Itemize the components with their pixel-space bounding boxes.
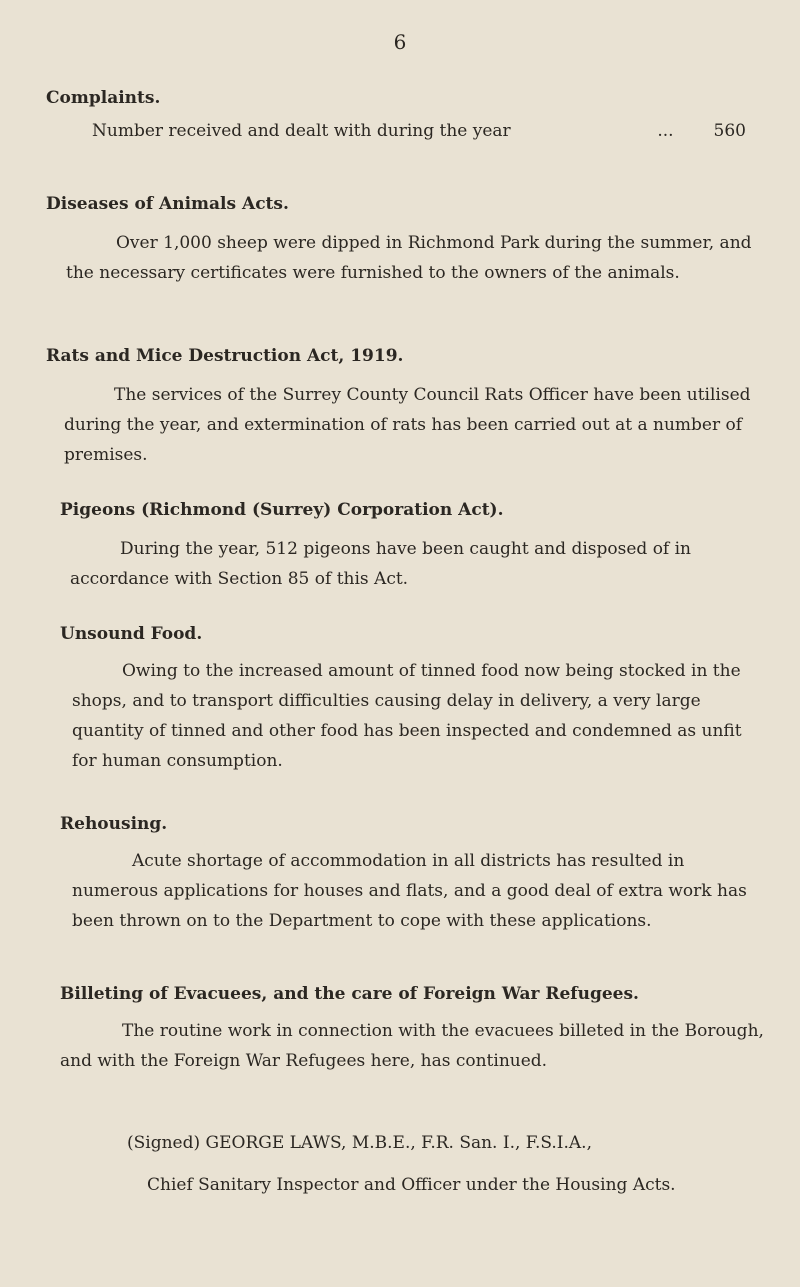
section-heading: Unsound Food. (60, 624, 203, 644)
section-unsound-food (60, 624, 760, 776)
section-heading: Complaints. (46, 88, 161, 108)
section-heading: Billeting of Evacuees, and the care of Foreign War Refugees. (60, 984, 639, 1004)
section-complaints (46, 88, 746, 146)
page-number: 6 (393, 30, 407, 54)
section-billeting (60, 984, 766, 1076)
complaints-row (46, 116, 746, 146)
signature-title-line: Chief Sanitary Inspector and Officer under the Housing Acts. (147, 1175, 676, 1195)
section-rats-and-mice (46, 346, 760, 470)
section-heading: Rehousing. (60, 814, 168, 834)
complaints-row-label: Number received and dealt with during the year (92, 121, 511, 141)
complaints-count: 560 (713, 121, 746, 141)
section-paragraph: The services of the Surrey County Council Rats Officer have been utilised during the year, and extermination of rats has been carried out at a number of premises. (64, 385, 751, 465)
section-diseases-of-animals (46, 194, 760, 288)
section-paragraph: Over 1,000 sheep were dipped in Richmond Park during the summer, and the necessary certificates were furnished to the owners of the animals. (66, 233, 752, 283)
signature-name-line: (Signed) GEORGE LAWS, M.B.E., F.R. San. I., F.S.I.A., (127, 1133, 592, 1153)
section-paragraph: During the year, 512 pigeons have been caught and disposed of in accordance with Section 85 of this Act. (70, 539, 692, 589)
section-paragraph: The routine work in connection with the evacuees billeted in the Borough, and with the Foreign War Refugees here, has continued. (60, 1021, 764, 1071)
section-pigeons (60, 500, 760, 594)
section-heading: Pigeons (Richmond (Surrey) Corporation Act). (60, 500, 504, 520)
section-paragraph: Owing to the increased amount of tinned food now being stocked in the shops, and to transport difficulties causing delay in delivery, a very large quantity of tinned and other food has been inspected and condemned as unfit for human consumption. (72, 661, 742, 771)
leader-dots: ... (657, 121, 674, 141)
section-heading: Diseases of Animals Acts. (46, 194, 289, 214)
section-rehousing (60, 814, 760, 936)
section-paragraph: Acute shortage of accommodation in all districts has resulted in numerous applications for houses and flats, and a good deal of extra work has been thrown on to the Department to cope with these applications. (72, 851, 747, 931)
section-heading: Rats and Mice Destruction Act, 1919. (46, 346, 404, 366)
